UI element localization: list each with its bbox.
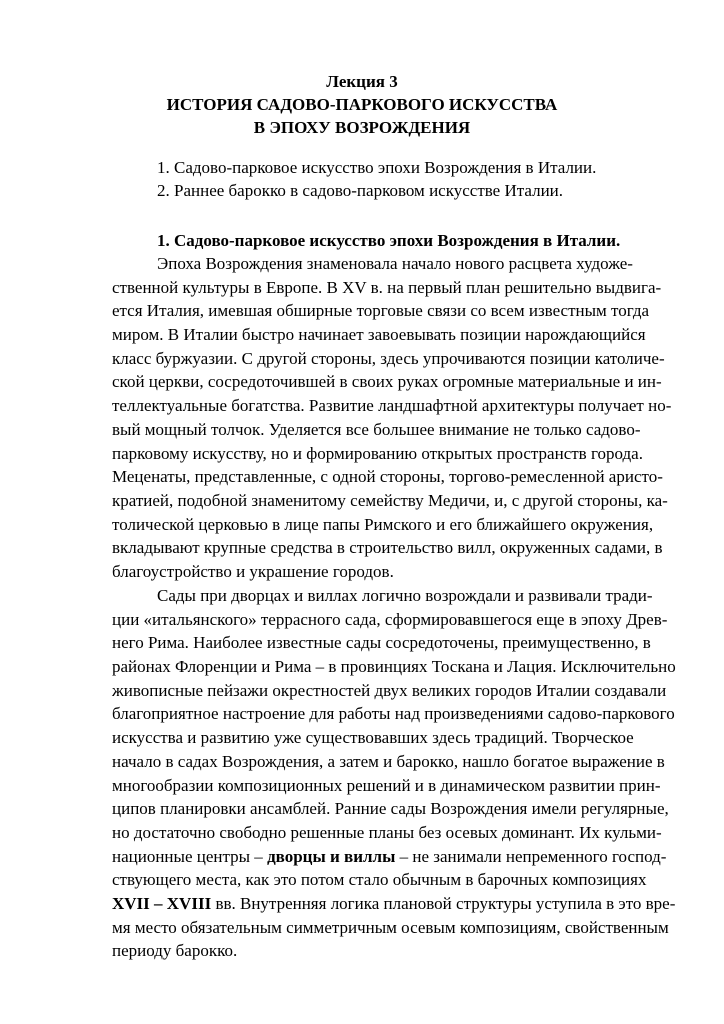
paragraph-line: ствующего места, как это потом стало обычным в барочных композициях bbox=[112, 870, 647, 890]
paragraph-2 bbox=[112, 584, 676, 963]
paragraph-line: благоприятное настроение для работы над произведениями садово-паркового bbox=[112, 704, 675, 724]
paragraph-line: ции «итальянского» террасного сада, сформировавшегося еще в эпоху Древ- bbox=[112, 609, 668, 629]
paragraph-line: живописные пейзажи окрестностей двух великих городов Италии создавали bbox=[112, 680, 667, 700]
title-line-2: В ЭПОХУ ВОЗРОЖДЕНИЯ bbox=[253, 118, 471, 137]
paragraph-line: вкладывают крупные средства в строительство вилл, окруженных садами, в bbox=[112, 538, 663, 558]
title-line-1: ИСТОРИЯ САДОВО-ПАРКОВОГО ИСКУССТВА bbox=[166, 95, 558, 114]
paragraph-line: ципов планировки ансамблей. Ранние сады Возрождения имели регулярные, bbox=[112, 799, 669, 819]
paragraph-line: ственной культуры в Европе. В XV в. на первый план решительно выдвига- bbox=[112, 277, 662, 297]
toc-item-1: 1. Садово-парковое искусство эпохи Возрождения в Италии. bbox=[157, 158, 597, 177]
paragraph-1 bbox=[112, 252, 672, 584]
lecture-label: Лекция 3 bbox=[326, 72, 398, 91]
paragraph-line: Эпоха Возрождения знаменовала начало нового расцвета художе- bbox=[157, 254, 633, 273]
paragraph-line: благоустройство и украшение городов. bbox=[112, 561, 394, 581]
paragraph-line: периоду барокко. bbox=[112, 941, 238, 961]
text-segment: – не занимали непременного господ- bbox=[395, 846, 667, 866]
bold-term: XVII – XVIII bbox=[112, 893, 212, 913]
text-segment: национные центры – bbox=[112, 846, 268, 866]
paragraph-line: теллектуальные богатства. Развитие ландшафтной архитектуры получает но- bbox=[112, 396, 672, 416]
toc-item-2: 2. Раннее барокко в садово-парковом искусстве Италии. bbox=[157, 181, 564, 200]
paragraph-line: миром. В Италии быстро начинает завоевывать позиции нарождающийся bbox=[112, 325, 646, 345]
paragraph-line bbox=[112, 892, 676, 916]
paragraph-line: кратией, подобной знаменитому семейству Медичи, и, с другой стороны, ка- bbox=[112, 490, 668, 510]
paragraph-line: Меценаты, представленные, с одной стороны, торгово-ремесленной аристо- bbox=[112, 467, 663, 487]
text-segment: вв. Внутренняя логика плановой структуры уступила в это вре- bbox=[211, 893, 676, 913]
paragraph-line: класс буржуазии. С другой стороны, здесь упрочиваются позиции католиче- bbox=[112, 348, 665, 368]
paragraph-line: него Рима. Наиболее известные сады сосредоточены, преимущественно, в bbox=[112, 633, 651, 653]
paragraph-line: Сады при дворцах и виллах логично возрождали и развивали тради- bbox=[157, 586, 653, 605]
paragraph-line: районах Флоренции и Рима – в провинциях Тоскана и Лация. Исключительно bbox=[112, 657, 676, 677]
paragraph-line: ской церкви, сосредоточившей в своих руках огромные материальные и ин- bbox=[112, 372, 662, 392]
paragraph-line: ется Италия, имевшая обширные торговые связи со всем известным тогда bbox=[112, 301, 650, 321]
paragraph-line bbox=[112, 845, 667, 869]
paragraph-line: начало в садах Возрождения, а затем и барокко, нашло богатое выражение в bbox=[112, 751, 665, 771]
paragraph-line: вый мощный толчок. Уделяется все большее внимание не только садово- bbox=[112, 419, 641, 439]
paragraph-line: мя место обязательным симметричным осевым композициям, свойственным bbox=[112, 917, 669, 937]
paragraph-line: многообразии композиционных решений и в динамическом развитии прин- bbox=[112, 775, 661, 795]
paragraph-line: но достаточно свободно решенные планы без осевых доминант. Их кульми- bbox=[112, 822, 662, 842]
paragraph-line: искусства и развитию уже существовавших здесь традиций. Творческое bbox=[112, 728, 634, 748]
paragraph-line: парковому искусству, но и формированию открытых пространств города. bbox=[112, 443, 643, 463]
section-heading: 1. Садово-парковое искусство эпохи Возрождения в Италии. bbox=[157, 231, 621, 250]
bold-term: дворцы и виллы bbox=[267, 846, 396, 866]
paragraph-line: толической церковью в лице папы Римского и его ближайшего окружения, bbox=[112, 514, 654, 534]
